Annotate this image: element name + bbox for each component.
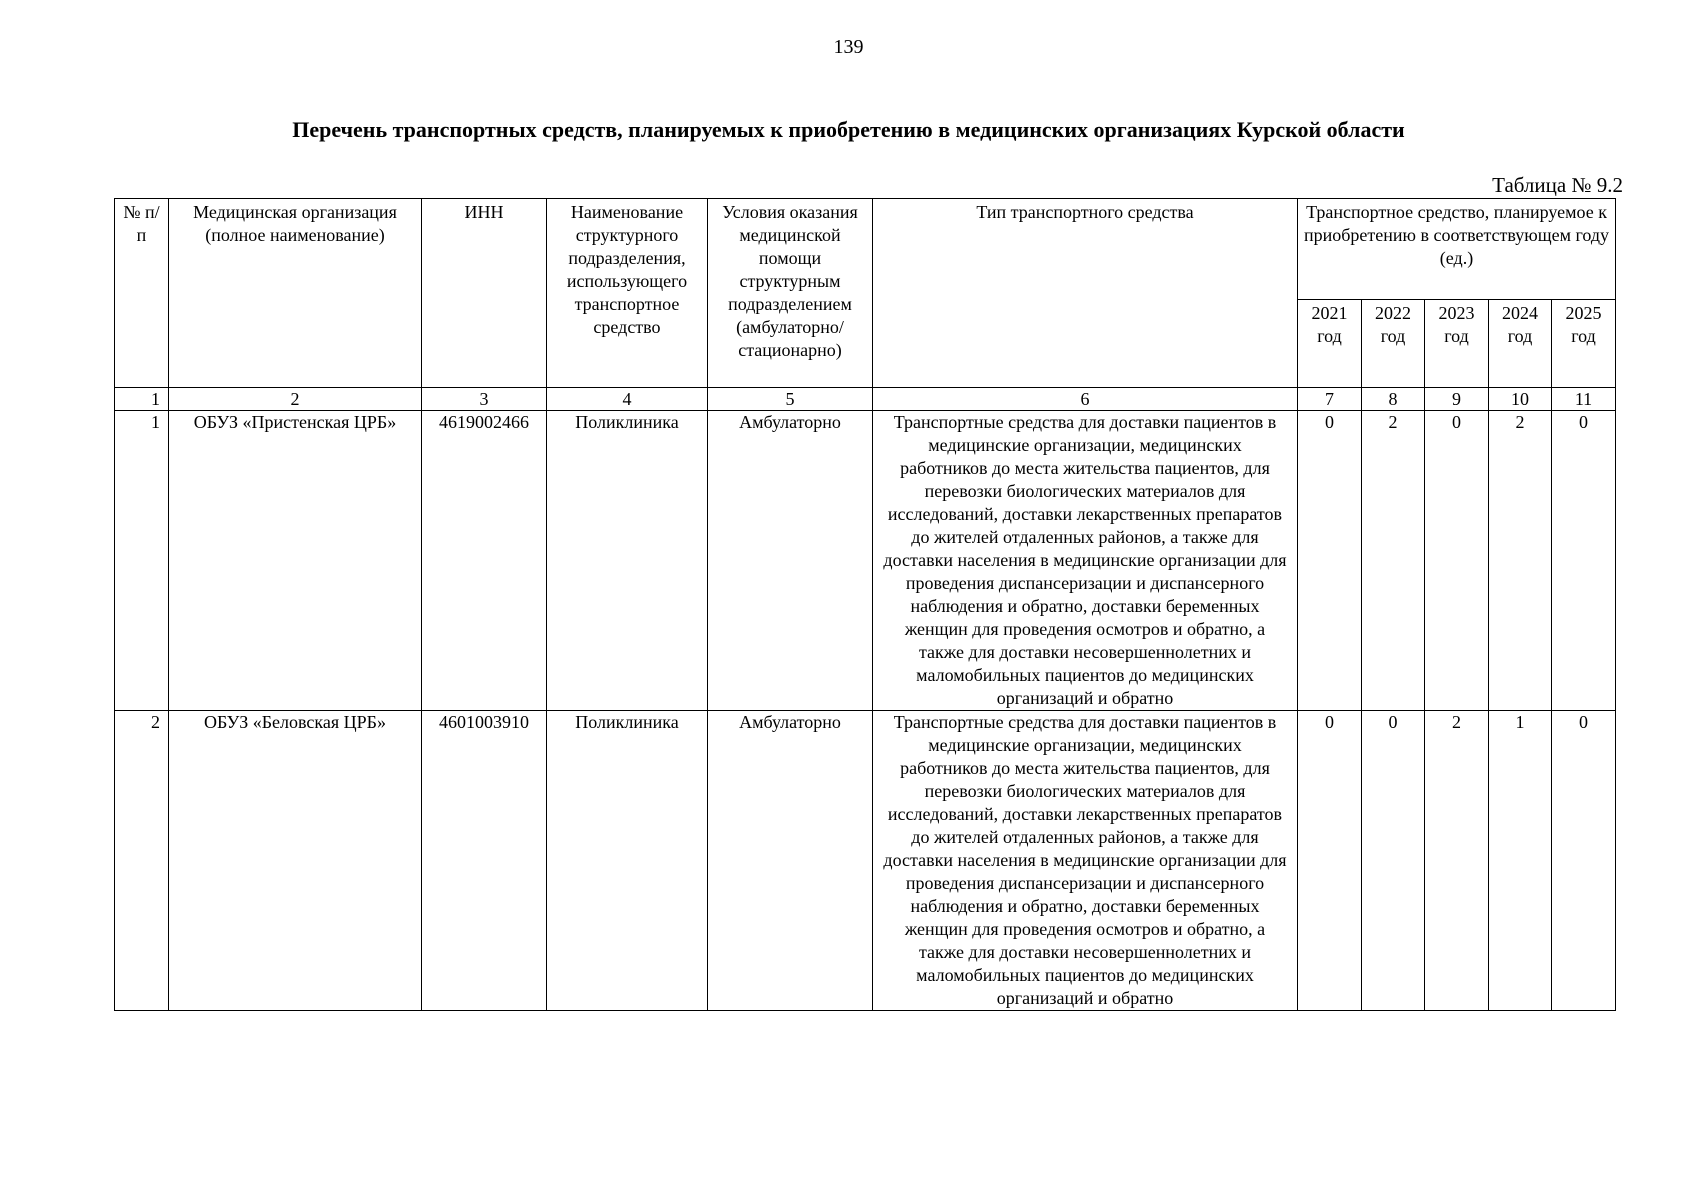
column-number: 6 [873, 388, 1298, 411]
unit-name: Поликлиника [547, 711, 708, 1011]
page-number: 139 [833, 36, 864, 58]
header-year-2022: 2022 год [1362, 300, 1425, 388]
header-year-2023: 2023 год [1425, 300, 1489, 388]
conditions-value: Амбулаторно [708, 711, 873, 1011]
vehicles-table [114, 198, 1616, 1011]
vehicle-type-description: Транспортные средства для доставки пациентов в медицинские организации, медицинских работников до места жительства пациентов, для перевозки биологических материалов для исследований, доставки лекарственных препаратов до жителей отдаленных районов, а также для доставки населения в медицинские организации для проведения диспансеризации и диспансерного наблюдения и обратно, доставки беременных женщин для проведения осмотров и обратно, а также для доставки несовершеннолетних и маломобильных пациентов до медицинских организаций и обратно [873, 711, 1298, 1011]
column-number: 9 [1425, 388, 1489, 411]
unit-name: Поликлиника [547, 411, 708, 711]
column-number: 1 [115, 388, 169, 411]
table-row [115, 411, 1616, 711]
organization-name: ОБУЗ «Пристенская ЦРБ» [169, 411, 422, 711]
year-2021-count: 0 [1298, 711, 1362, 1011]
row-number: 1 [115, 411, 169, 711]
year-2025-count: 0 [1552, 711, 1616, 1011]
year-2023-count: 2 [1425, 711, 1489, 1011]
year-2023-count: 0 [1425, 411, 1489, 711]
header-unit: Наименование структурного подразделения, использующего транспортное средство [547, 199, 708, 388]
header-row [115, 199, 1616, 300]
table-row [115, 711, 1616, 1011]
year-2022-count: 2 [1362, 411, 1425, 711]
column-number: 7 [1298, 388, 1362, 411]
header-year-2021: 2021 год [1298, 300, 1362, 388]
header-conditions: Условия оказания медицинской помощи структурным подразделением (амбулаторно/ стационарно) [708, 199, 873, 388]
column-number: 4 [547, 388, 708, 411]
column-number: 11 [1552, 388, 1616, 411]
table-caption: Таблица № 9.2 [1492, 173, 1623, 197]
year-2025-count: 0 [1552, 411, 1616, 711]
year-2024-count: 2 [1489, 411, 1552, 711]
header-num: № п/п [115, 199, 169, 388]
column-number: 2 [169, 388, 422, 411]
column-number: 8 [1362, 388, 1425, 411]
conditions-value: Амбулаторно [708, 411, 873, 711]
row-number: 2 [115, 711, 169, 1011]
year-2021-count: 0 [1298, 411, 1362, 711]
year-2022-count: 0 [1362, 711, 1425, 1011]
inn-value: 4601003910 [422, 711, 547, 1011]
document-title: Перечень транспортных средств, планируемых к приобретению в медицинских организациях Курской области [292, 117, 1405, 142]
year-2024-count: 1 [1489, 711, 1552, 1011]
header-inn: ИНН [422, 199, 547, 388]
column-numbers-row [115, 388, 1616, 411]
vehicle-type-description: Транспортные средства для доставки пациентов в медицинские организации, медицинских работников до места жительства пациентов, для перевозки биологических материалов для исследований, доставки лекарственных препаратов до жителей отдаленных районов, а также для доставки населения в медицинские организации для проведения диспансеризации и диспансерного наблюдения и обратно, доставки беременных женщин для проведения осмотров и обратно, а также для доставки несовершеннолетних и маломобильных пациентов до медицинских организаций и обратно [873, 411, 1298, 711]
header-planned-group: Транспортное средство, планируемое к приобретению в соответствующем году (ед.) [1298, 199, 1616, 300]
inn-value: 4619002466 [422, 411, 547, 711]
column-number: 3 [422, 388, 547, 411]
header-vehicle-type: Тип транспортного средства [873, 199, 1298, 388]
header-organization: Медицинская организация (полное наименование) [169, 199, 422, 388]
organization-name: ОБУЗ «Беловская ЦРБ» [169, 711, 422, 1011]
column-number: 10 [1489, 388, 1552, 411]
header-year-2024: 2024 год [1489, 300, 1552, 388]
column-number: 5 [708, 388, 873, 411]
header-year-2025: 2025 год [1552, 300, 1616, 388]
